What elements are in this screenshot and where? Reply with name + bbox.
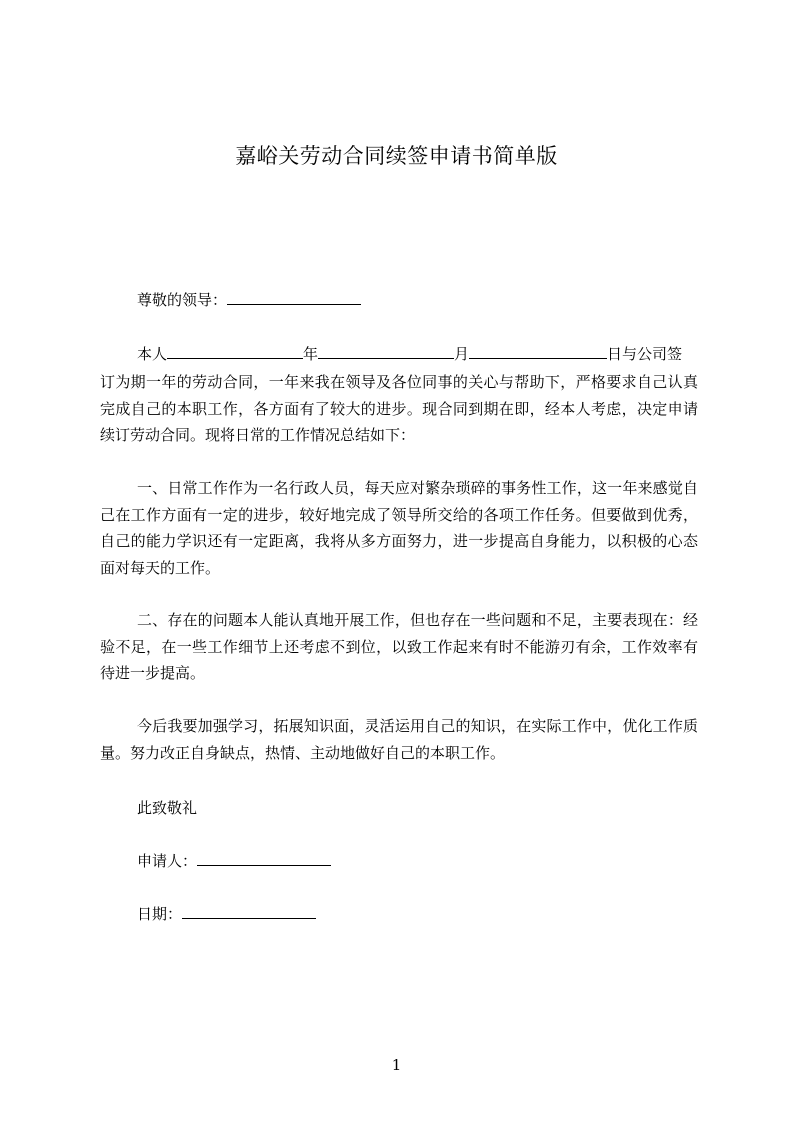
applicant-blank[interactable] xyxy=(197,851,331,866)
paragraph-future: 今后我要加强学习，拓展知识面，灵活运用自己的知识，在实际工作中，优化工作质量。努力改正自身缺点，热情、主动地做好自己的本职工作。 xyxy=(100,717,698,762)
applicant-line xyxy=(137,851,331,871)
intro-continuation: 订为期一年的劳动合同，一年来我在领导及各位同事的关心与帮助下，严格要求自己认真完成自己的本职工作，各方面有了较大的进步。现合同到期在即，经本人考虑，决定申请续订劳动合同。现将日常的工作情况总结如下： xyxy=(100,373,698,444)
paragraph-problems: 二、存在的问题本人能认真地开展工作，但也存在一些问题和不足，主要表现在：经验不足，在一些工作细节上还考虑不到位，以致工作起来有时不能游刃有余，工作效率有待进一步提高。 xyxy=(100,611,698,682)
salutation-line xyxy=(137,290,361,310)
year-blank[interactable] xyxy=(318,344,454,359)
closing-text: 此致敬礼 xyxy=(137,799,198,817)
intro-name-blank[interactable] xyxy=(167,344,303,359)
date-blank[interactable] xyxy=(182,904,316,919)
paragraph-daily-work: 一、日常工作作为一名行政人员，每天应对繁杂琐碎的事务性工作，这一年来感觉自己在工作方面有一定的进步，较好地完成了领导所交给的各项工作任务。但要做到优秀，自己的能力学识还有一定距离，我将从多方面努力，进一步提高自身能力，以积极的心态面对每天的工作。 xyxy=(100,479,698,577)
year-label: 年 xyxy=(303,345,319,363)
month-blank[interactable] xyxy=(469,344,607,359)
salutation-text: 尊敬的领导： xyxy=(137,291,228,309)
page-number: 1 xyxy=(391,1056,402,1074)
intro-prefix: 本人 xyxy=(137,345,168,363)
date-line xyxy=(137,904,316,924)
intro-first-line xyxy=(137,344,682,364)
month-label: 月 xyxy=(454,345,470,363)
applicant-label: 申请人： xyxy=(137,852,198,870)
document-title: 嘉峪关劳动合同续签申请书简单版 xyxy=(235,144,558,168)
day-suffix: 日与公司签 xyxy=(607,345,683,363)
date-label: 日期： xyxy=(137,905,183,923)
leader-name-blank[interactable] xyxy=(227,290,361,305)
